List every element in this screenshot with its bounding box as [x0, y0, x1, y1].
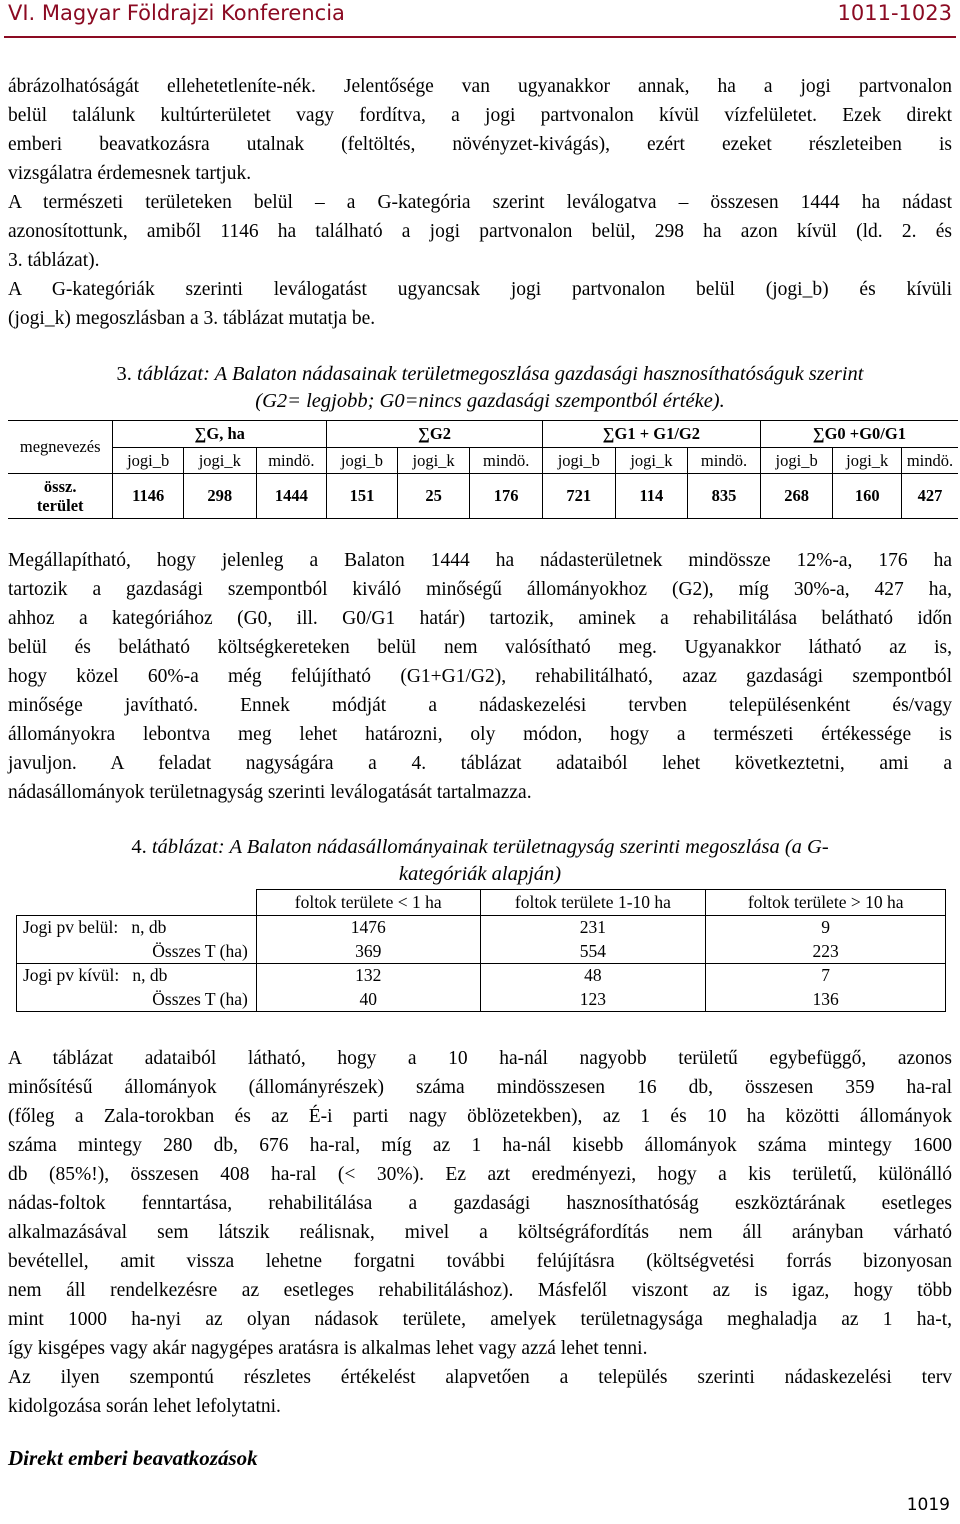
text-line: A táblázat adataiból látható, hogy a 10 ha-nál nagyobb területű egybefüggő, azonos	[8, 1048, 952, 1069]
paragraph-3	[8, 1044, 952, 1421]
table-4-caption	[40, 834, 920, 888]
row-header: megnevezés	[8, 421, 113, 474]
row-label	[8, 474, 113, 519]
caption-text: táblázat: A Balaton nádasainak területmegoszlása gazdasági hasznosíthatóságuk szerint	[137, 363, 864, 385]
page-number: 1019	[906, 1495, 950, 1515]
text-line: minősége javítható. Ennek módját a nádaskezelési tervben településenként és/vagy	[8, 695, 952, 716]
caption-number: 4.	[131, 836, 147, 858]
table-3	[8, 420, 958, 519]
subheader: jogi_k	[183, 448, 256, 474]
table-cell: 9	[706, 916, 946, 940]
group-header: ∑G0 +G0/G1	[760, 421, 958, 448]
text-line: ahhoz a kategóriához (G0, ill. G0/G1 határ) tartozik, aminek a rehabilitálása belátható időn	[8, 608, 952, 629]
text-line: így kisgépes vagy akár nagygépes aratásra is alkalmas lehet vagy azzá lehet tenni.	[8, 1338, 648, 1359]
row-label-line: össz.	[43, 477, 77, 496]
caption-text: (G2= legjobb; G0=nincs gazdasági szempontból értéke).	[255, 390, 725, 412]
group-header: ∑G2	[327, 421, 543, 448]
text-line: (jogi_k) megoszlásban a 3. táblázat mutatja be.	[8, 308, 376, 329]
group-header: ∑G1 + G1/G2	[542, 421, 760, 448]
paragraph-2	[8, 546, 952, 807]
row-label: Összes T (ha)	[17, 988, 257, 1012]
subheader: mindö.	[256, 448, 327, 474]
table-cell: 231	[480, 916, 706, 940]
subheader: mindö.	[901, 448, 958, 474]
table-cell: 48	[480, 964, 706, 988]
text-line: belül és belátható költségkereteken belül nem valósítható meg. Ugyanakkor látható az is,	[8, 637, 952, 658]
text-line: ábrázolhatóságát ellehetetleníte-nék. Jelentősége van ugyanakkor annak, ha a jogi partvonalon	[8, 76, 952, 97]
page-header	[0, 0, 960, 30]
table-cell: 132	[256, 964, 480, 988]
table-cell: 1476	[256, 916, 480, 940]
table-cell: 223	[706, 940, 946, 964]
table-cell: 25	[397, 474, 470, 519]
subheader: jogi_k	[397, 448, 470, 474]
text-line: db (85%!), összesen 408 ha-ral (< 30%). Ez azt eredményezi, hogy a kis területű, különálló	[8, 1164, 952, 1185]
text-line: azonosítottunk, amiből 1146 ha található a jogi partvonalon belül, 298 ha azon kívül (ld. 2. és	[8, 221, 952, 242]
table-4	[16, 889, 946, 1012]
text-line: nádas-foltok fenntartása, rehabilitálása a gazdasági hasznosíthatóság eszköztárának esetleges	[8, 1193, 952, 1214]
table-cell: 298	[183, 474, 256, 519]
table-cell: 160	[833, 474, 902, 519]
section-heading: Direkt emberi beavatkozások	[8, 1446, 258, 1470]
text-line: hogy közel 60%-a még felújítható (G1+G1/G2), rehabilitálható, azaz gazdasági szempontból	[8, 666, 952, 687]
text-line: (főleg a Zala-torokban és az É-i parti nagy öblözetekben), az 1 és 10 ha közötti állományok	[8, 1106, 952, 1127]
table-cell: 123	[480, 988, 706, 1012]
table-cell: 40	[256, 988, 480, 1012]
text-line: tartozik a gazdasági szempontból kiváló minőségű állományokhoz (G2), míg 30%-a, 427 ha,	[8, 579, 952, 600]
table-cell: 136	[706, 988, 946, 1012]
empty-cell	[17, 890, 257, 916]
conference-title: VI. Magyar Földrajzi Konferencia	[8, 1, 345, 25]
column-header: foltok területe < 1 ha	[256, 890, 480, 916]
row-label: Összes T (ha)	[17, 940, 257, 964]
table-cell: 554	[480, 940, 706, 964]
subheader: jogi_b	[760, 448, 833, 474]
text-line: állományokra lebontva meg lehet határozni, oly módon, hogy a természeti értékessége is	[8, 724, 952, 745]
text-line: A természeti területeken belül – a G-kategória szerint leválogatva – összesen 1444 ha nádast	[8, 192, 952, 213]
text-line: nádasállományok területnagyság szerinti leválogatását tartalmazza.	[8, 782, 532, 803]
subheader: jogi_b	[327, 448, 398, 474]
table-cell: 151	[327, 474, 398, 519]
table-3-caption	[30, 361, 950, 415]
text-line: javuljon. A feladat nagyságára a 4. táblázat adataiból lehet következtetni, ami a	[8, 753, 952, 774]
caption-number: 3.	[116, 363, 132, 385]
caption-text: kategóriák alapján)	[398, 863, 562, 885]
table-cell: 427	[901, 474, 958, 519]
subheader: mindö.	[470, 448, 543, 474]
table-cell: 835	[688, 474, 761, 519]
caption-text: táblázat: A Balaton nádasállományainak területnagyság szerinti megoszlása (a G-	[151, 836, 829, 858]
table-cell: 1146	[113, 474, 184, 519]
text-line: nem áll rendelkezésre az esetleges rehabilitáláshoz). Másfelől viszont az is igaz, hogy több	[8, 1280, 952, 1301]
text-line: belül találunk kultúrterületet vagy fordítva, a jogi partvonalon kívül vízfelületet. Ezek direkt	[8, 105, 952, 126]
text-line: alkalmazásával sem látszik reálisnak, mivel a költségráfordítás nem áll arányban várható	[8, 1222, 952, 1243]
group-header: ∑G, ha	[113, 421, 327, 448]
text-line: mint 1000 ha-nyi az olyan nádasok területe, amelyek területnagysága meghaladja az 1 ha-t,	[8, 1309, 952, 1330]
row-label: Jogi pv belül: n, db	[17, 916, 257, 940]
table-cell: 7	[706, 964, 946, 988]
table-cell: 114	[615, 474, 688, 519]
text-line: bevétellel, amit vissza lehetne forgatni további felújításra (költségvetési forrás bizonyosan	[8, 1251, 952, 1272]
column-header: foltok területe 1-10 ha	[480, 890, 706, 916]
text-line: A G-kategóriák szerinti leválogatást ugyancsak jogi partvonalon belül (jogi_b) és kívüli	[8, 279, 952, 300]
row-label-line: terület	[36, 496, 84, 515]
text-line: minősítésű állományok (állományrészek) száma mindösszesen 16 db, összesen 359 ha-ral	[8, 1077, 952, 1098]
text-line: vizsgálatra érdemesnek tartjuk.	[8, 163, 252, 184]
table-cell: 1444	[256, 474, 327, 519]
subheader: jogi_b	[542, 448, 615, 474]
text-line: emberi beavatkozásra utalnak (feltöltés, növényzet-kivágás), ezért ezeket részleteiben is	[8, 134, 952, 155]
text-line: Megállapítható, hogy jelenleg a Balaton 1444 ha nádasterületnek mindössze 12%-a, 176 ha	[8, 550, 952, 571]
subheader: jogi_b	[113, 448, 184, 474]
text-line: 3. táblázat).	[8, 250, 100, 271]
text-line: Az ilyen szempontú részletes értékelést alapvetően a település szerinti nádaskezelési terv	[8, 1367, 952, 1388]
row-label: Jogi pv kívül: n, db	[17, 964, 257, 988]
column-header: foltok területe > 10 ha	[706, 890, 946, 916]
table-cell: 369	[256, 940, 480, 964]
paragraph-1	[8, 72, 952, 333]
table-cell: 268	[760, 474, 833, 519]
header-rule	[4, 36, 956, 38]
table-cell: 721	[542, 474, 615, 519]
text-line: száma mintegy 280 db, 676 ha-ral, míg az 1 ha-nál kisebb állományok száma mintegy 1600	[8, 1135, 952, 1156]
page-range: 1011-1023	[837, 1, 952, 25]
text-line: kidolgozása során lehet lefolytatni.	[8, 1396, 281, 1417]
subheader: jogi_k	[833, 448, 902, 474]
subheader: jogi_k	[615, 448, 688, 474]
table-cell: 176	[470, 474, 543, 519]
subheader: mindö.	[688, 448, 761, 474]
